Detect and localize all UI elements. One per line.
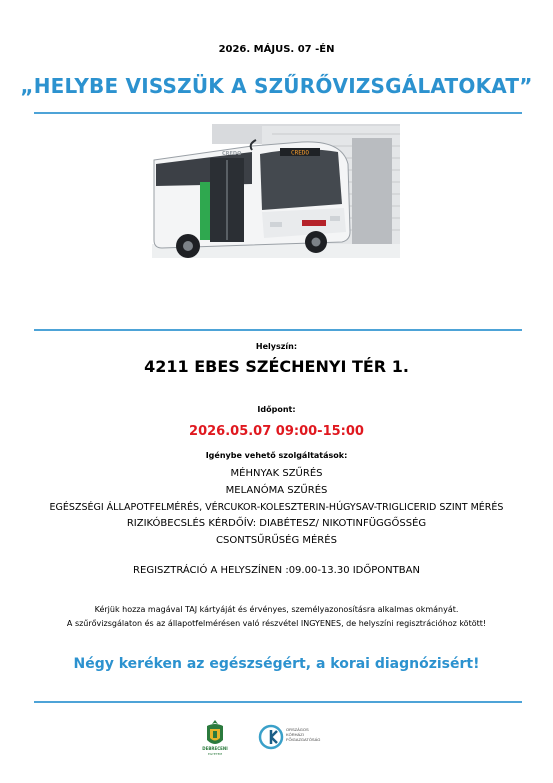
service-item: MÉHNYAK SZŰRÉS xyxy=(230,468,323,479)
logo-caption: DEBRECENI xyxy=(202,746,228,751)
svg-text:CREDO: CREDO xyxy=(222,151,242,157)
service-item: CSONTSŰRŰSÉG MÉRÉS xyxy=(216,535,337,546)
okfo-logo xyxy=(258,722,348,752)
service-item: MELANÓMA SZŰRÉS xyxy=(225,485,328,496)
registration-info: REGISZTRÁCIÓ A HELYSZÍNEN :09.00-13.30 IDŐPONTBAN xyxy=(133,565,420,576)
bus-photo xyxy=(152,124,400,319)
service-item: RIZIKÓBECSLÉS KÉRDŐÍV: DIABÉTESZ/ NIKOTINFÜGGŐSSÉG xyxy=(126,518,427,529)
logo-caption: EGYETEM xyxy=(207,752,223,756)
logo-caption: KÓRHÁZI xyxy=(286,732,304,737)
event-date: 2026. MÁJUS. 07 -ÉN xyxy=(218,44,335,55)
note-line: Kérjük hozza magával TAJ kártyáját és érvényes, személyazonosításra alkalmas okmányát. xyxy=(94,605,459,614)
time-value: 2026.05.07 09:00-15:00 xyxy=(189,424,364,439)
divider xyxy=(34,701,522,703)
location-label: Helyszín: xyxy=(255,342,298,351)
divider xyxy=(34,112,522,114)
slogan: Négy keréken az egészségért, a korai diagnózisért! xyxy=(73,656,480,672)
okfo-mark-icon xyxy=(258,724,284,750)
debreceni-egyetem-logo xyxy=(202,718,228,762)
divider xyxy=(34,329,522,331)
logo-caption: FŐIGAZGATÓSÁG xyxy=(286,737,321,742)
logo-caption: ORSZÁGOS xyxy=(286,727,309,732)
note-line: A szűrővizsgálaton és az állapotfelmérésen való részvétel INGYENES, de helyszíni regisztrációhoz kötött! xyxy=(66,619,487,628)
services-label: Igénybe vehető szolgáltatások: xyxy=(205,451,348,460)
poster-title: „HELYBE VISSZÜK A SZŰRŐVIZSGÁLATOKAT” xyxy=(20,74,533,98)
time-label: Időpont: xyxy=(257,405,296,414)
bus-destination-text: CREDO xyxy=(290,149,310,157)
service-item: EGÉSZSÉGI ÁLLAPOTFELMÉRÉS, VÉRCUKOR-KOLESZTERIN-HÚGYSAV-TRIGLICERID SZINT MÉRÉS xyxy=(49,502,504,513)
location-address: 4211 EBES SZÉCHENYI TÉR 1. xyxy=(144,357,409,376)
